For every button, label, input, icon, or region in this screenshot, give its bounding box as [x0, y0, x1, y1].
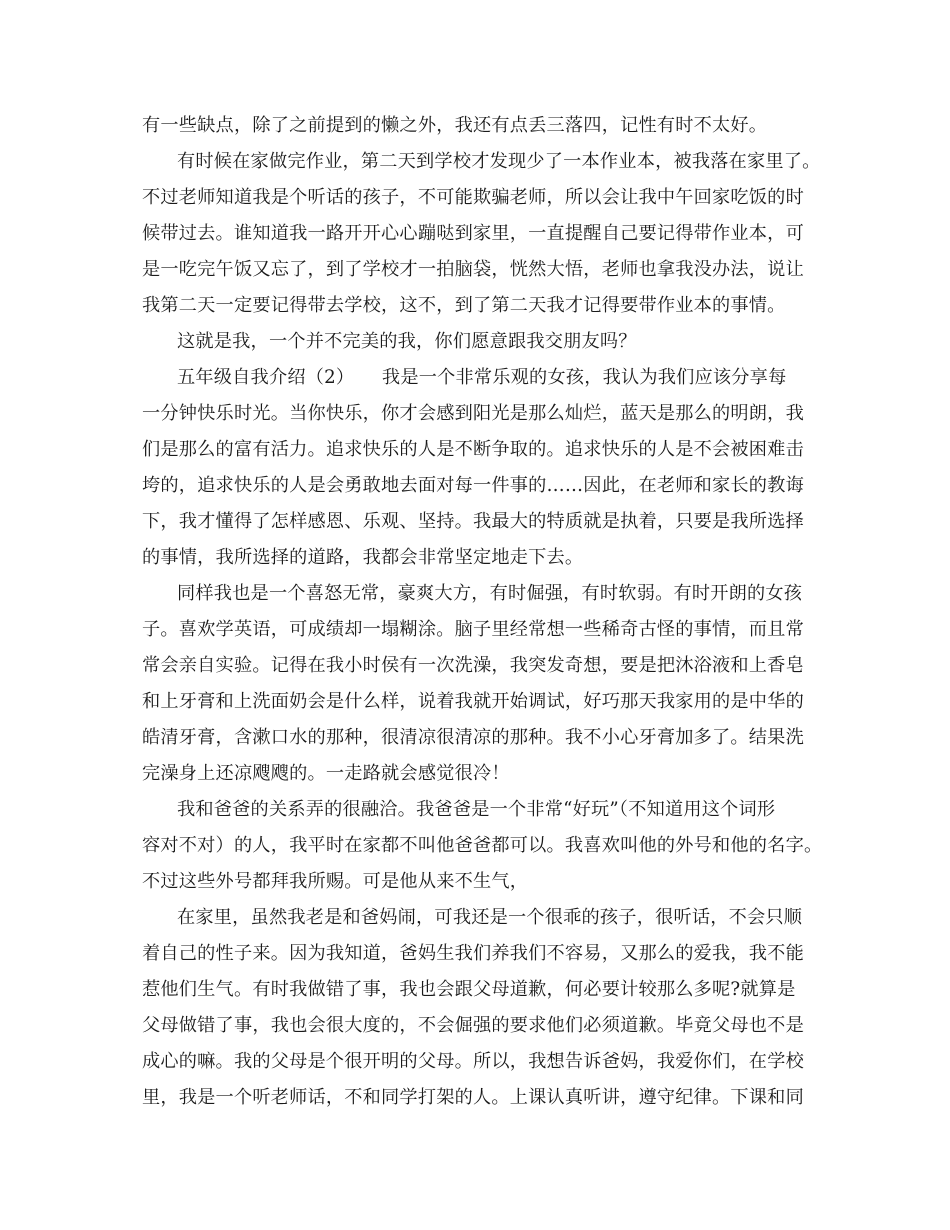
text-line: 在家里，虽然我老是和爸妈闹，可我还是一个很乖的孩子，很听话，不会只顺 — [177, 907, 803, 928]
text-line: 有时候在家做完作业，第二天到学校才发现少了一本作业本，被我落在家里了。 — [177, 151, 821, 172]
text-line: 的事情，我所选择的道路，我都会非常坚定地走下去。 — [142, 547, 584, 568]
text-line: 五年级自我介绍（2） 我是一个非常乐观的女孩，我认为我们应该分享每 — [177, 367, 787, 388]
text-line: 不过这些外号都拜我所赐。可是他从来不生气， — [142, 871, 529, 892]
text-line: 不过老师知道我是个听话的孩子，不可能欺骗老师，所以会让我中午回家吃饭的时 — [142, 187, 804, 208]
text-line: 我第二天一定要记得带去学校，这不，到了第二天我才记得要带作业本的事情。 — [142, 295, 786, 316]
text-line: 有一些缺点，除了之前提到的懒之外，我还有点丢三落四，记性有时不太好。 — [142, 115, 768, 136]
text-line: 一分钟快乐时光。当你快乐，你才会感到阳光是那么灿烂，蓝天是那么的明朗，我 — [142, 403, 804, 424]
text-line: 父母做错了事，我也会很大度的，不会倔强的要求他们必须道歉。毕竟父母也不是 — [142, 1015, 804, 1036]
text-line: 成心的嘛。我的父母是个很开明的父母。所以，我想告诉爸妈，我爱你们，在学校 — [142, 1051, 804, 1072]
text-line: 和上牙膏和上洗面奶会是什么样，说着我就开始调试，好巧那天我家用的是中华的 — [142, 691, 804, 712]
text-line: 常会亲自实验。记得在我小时侯有一次洗澡，我突发奇想，要是把沐浴液和上香皂 — [142, 655, 804, 676]
text-line: 垮的，追求快乐的人是会勇敢地去面对每一件事的……因此，在老师和家长的教诲 — [142, 475, 804, 496]
text-line: 们是那么的富有活力。追求快乐的人是不断争取的。追求快乐的人是不会被困难击 — [142, 439, 804, 460]
text-line: 下，我才懂得了怎样感恩、乐观、坚持。我最大的特质就是执着，只要是我所选择 — [142, 511, 804, 532]
text-line: 我和爸爸的关系弄的很融洽。我爸爸是一个非常“好玩”（不知道用这个词形 — [177, 799, 776, 820]
text-line: 子。喜欢学英语，可成绩却一塌糊涂。脑子里经常想一些稀奇古怪的事情，而且常 — [142, 619, 804, 640]
text-line: 里，我是一个听老师话，不和同学打架的人。上课认真听讲，遵守纪律。下课和同 — [142, 1087, 804, 1108]
text-line: 候带过去。谁知道我一路开开心心蹦哒到家里，一直提醒自己要记得带作业本，可 — [142, 223, 804, 244]
text-line: 着自己的性子来。因为我知道，爸妈生我们养我们不容易，又那么的爱我，我不能 — [142, 943, 804, 964]
text-line: 这就是我，一个并不完美的我，你们愿意跟我交朋友吗？ — [177, 331, 637, 352]
text-line: 惹他们生气。有时我做错了事，我也会跟父母道歉，何必要计较那么多呢?就算是 — [142, 979, 796, 1000]
text-line: 完澡身上还凉飕飕的。一走路就会感觉很冷！ — [142, 763, 510, 784]
text-line: 容对不对）的人，我平时在家都不叫他爸爸都可以。我喜欢叫他的外号和他的名字。 — [142, 835, 823, 856]
text-line: 是一吃完午饭又忘了，到了学校才一拍脑袋，恍然大悟，老师也拿我没办法，说让 — [142, 259, 804, 280]
text-line: 同样我也是一个喜怒无常，豪爽大方，有时倔强，有时软弱。有时开朗的女孩 — [177, 583, 803, 604]
text-line: 皓清牙膏，含漱口水的那种，很清凉很清凉的那种。我不小心牙膏加多了。结果洗 — [142, 727, 804, 748]
